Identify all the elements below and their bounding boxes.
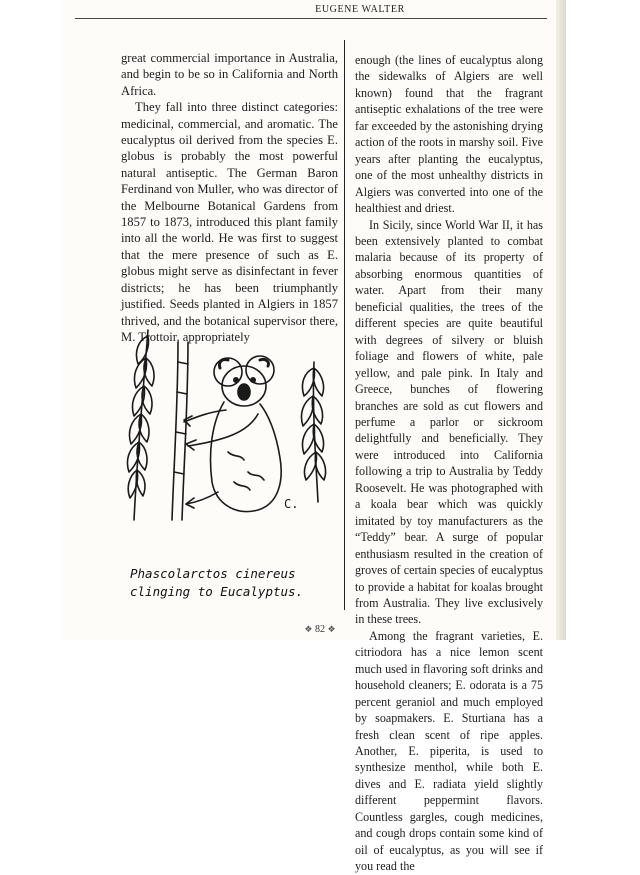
right-leaf-spray — [301, 362, 325, 502]
caption-line-2: clinging to Eucalyptus. — [130, 584, 304, 599]
caption-line-1: Phascolarctos cinereus — [130, 566, 296, 581]
right-paragraph-1: enough (the lines of eucalyptus along the sidewalks of Algiers are well known) found that the fragrant antiseptic exhalations of the tree were far exceeded by the astonishing drying action of the roots in marshy soil. Five years after planting the eucalyptus, one of the most unhealthy districts in Algiers was converted into one of the healthiest and driest. — [355, 53, 543, 216]
page-footer — [280, 624, 360, 635]
left-leaf-spray — [127, 330, 154, 520]
left-paragraph-1: great commercial importance in Australia, and begin to be so in California and North Africa. — [121, 51, 338, 98]
left-paragraph-2: They fall into three distinct categories: medicinal, commercial, and aromatic. The eucalyptus oil derived from the species E. globus is probably the most powerful natural antiseptic. The German Baron Ferdinand von Muller, who was director of the Melbourne Botanical Gardens from 1857 to 1873, introduced this plant family into all the world. He was first to suggest that the mere presence of such as E. globus might serve as disinfectant in fever districts; he has been triumphantly justified. Seeds planted in Algiers in 1857 thrived, and the botanical supervisor there, M. Trottoir, appropriately — [121, 100, 338, 344]
koala — [184, 356, 281, 512]
page-edge — [556, 0, 566, 640]
right-paragraph-2: In Sicily, since World War II, it has been extensively planted to combat malaria because of its property of absorbing enormous quantities of water. Apart from their many beneficial qualities, the trees of the different species are quite beautiful with degrees of silvery or bluish foliage and flowers of white, pale yellow, and pale pink. In Italy and Greece, bunches of flowering branches are sold as cut flowers and perfume a parlor or sickroom delightfully and beneficially. They were introduced into California following a trip to Australia by Teddy Roosevelt. He was photographed with a koala bear which was quickly imitated by toy manufacturers as the “Teddy” bear. A surge of popular enthusiasm resulted in the creation of groves of certain species of eucalyptus to provide a habitat for koalas brought from Australia. They live exclusively in these trees. — [355, 217, 543, 627]
illustration-signature: C. — [284, 497, 299, 511]
running-head: EUGENE WALTER — [315, 4, 405, 15]
illustration-caption — [130, 565, 304, 601]
left-column — [121, 50, 338, 345]
ornament-left-icon: ❖ — [304, 624, 313, 634]
right-paragraph-3: Among the fragrant varieties, E. citriodora has a nice lemon scent much used in flavoring soft drinks and household cleaners; E. odorata is a 75 percent geraniol and much employed by soapmakers. E. Sturtiana has a fresh clean scent of ripe apples. Another, E. piperita, is used to synthesize menthol, while both E. dives and E. radiata yield slightly different peppermint flavors. Countless gargles, cough medicines, and cough drops contain some kind of oil of eucalyptus, as you will see if you read the — [355, 628, 543, 874]
ornament-right-icon: ❖ — [327, 624, 336, 634]
column-divider — [344, 40, 345, 610]
right-column — [355, 52, 543, 875]
tree-trunk — [172, 342, 188, 520]
header-rule — [75, 18, 547, 19]
koala-illustration — [108, 322, 338, 522]
page-number: 82 — [315, 624, 325, 635]
